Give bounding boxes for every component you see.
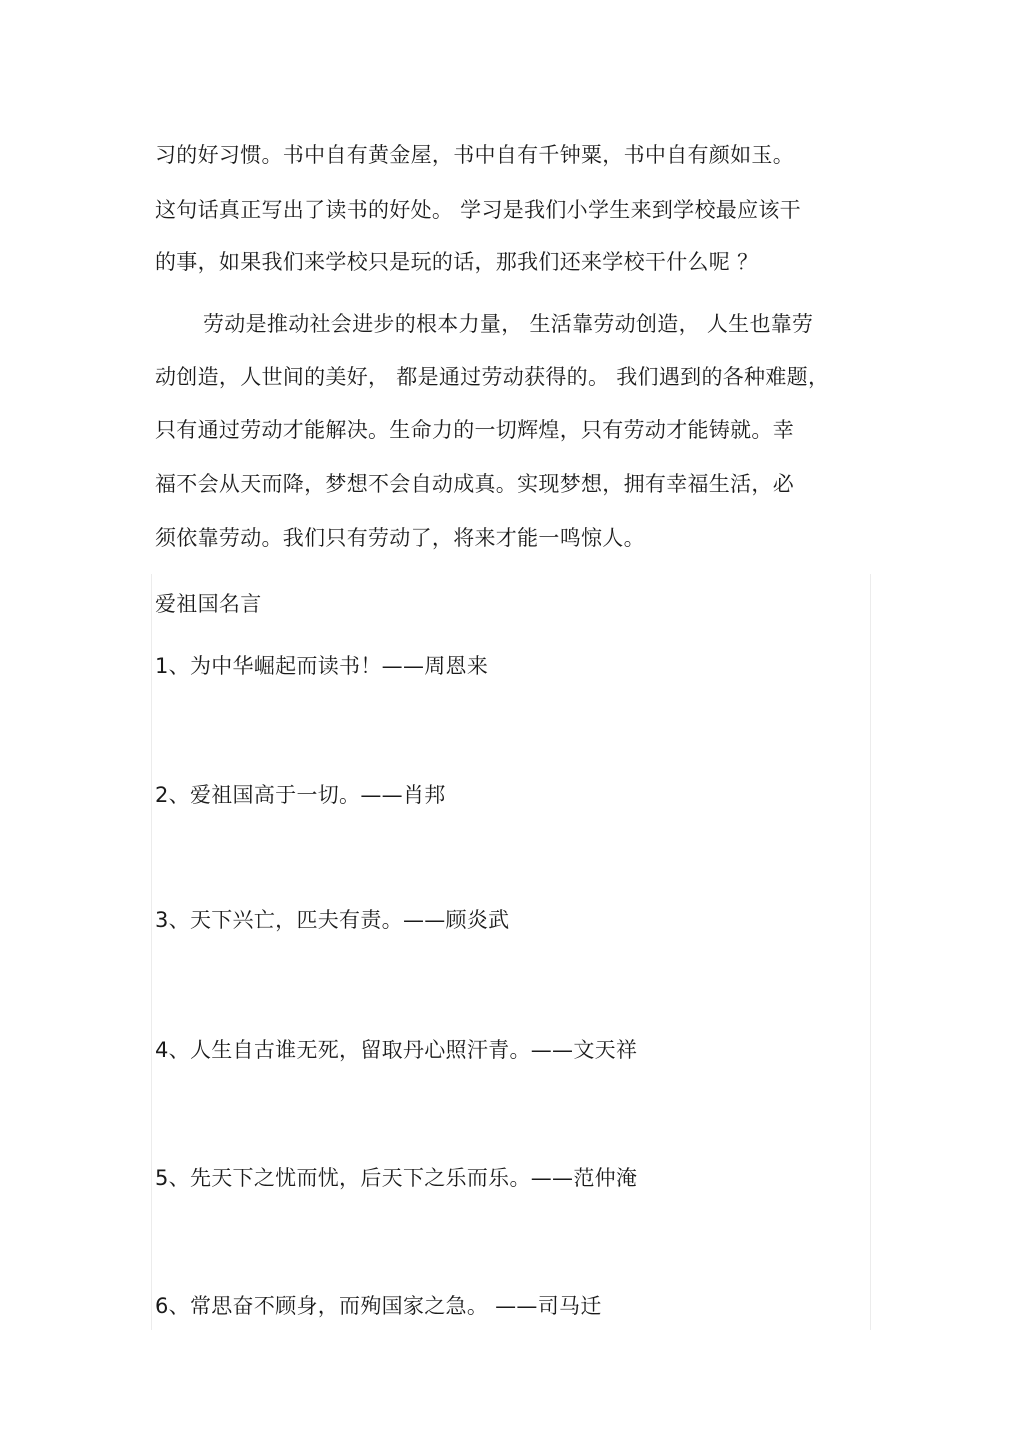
paragraph-2-line-4: 福不会从天而降，梦想不会自动成真。实现梦想，拥有幸福生活，必: [155, 472, 794, 496]
paragraph-2-line-5: 须依靠劳动。我们只有劳动了，将来才能一鸣惊人。: [155, 526, 645, 550]
quote-item-1: 1、为中华崛起而读书！——周恩来: [155, 654, 489, 678]
quote-item-2: 2、爱祖国高于一切。——肖邦: [155, 783, 446, 807]
paragraph-1-line-2: 这句话真正写出了读书的好处。 学习是我们小学生来到学校最应该干: [155, 198, 801, 222]
quote-item-5: 5、先天下之忧而忧，后天下之乐而乐。——范仲淹: [155, 1166, 638, 1190]
paragraph-1-line-1: 习的好习惯。书中自有黄金屋，书中自有千钟粟，书中自有颜如玉。: [155, 143, 794, 167]
quotes-heading: 爱祖国名言: [155, 592, 262, 616]
quote-item-6: 6、常思奋不顾身，而殉国家之急。 ——司马迁: [155, 1294, 602, 1318]
paragraph-1-line-3: 的事，如果我们来学校只是玩的话，那我们还来学校干什么呢 ？: [155, 250, 759, 274]
paragraph-2-line-3: 只有通过劳动才能解决。生命力的一切辉煌，只有劳动才能铸就。幸: [155, 418, 794, 442]
quote-item-3: 3、天下兴亡，匹夫有责。——顾炎武: [155, 908, 510, 932]
quotes-section: [151, 574, 871, 1330]
paragraph-2-line-2: 动创造，人世间的美好， 都是通过劳动获得的。 我们遇到的各种难题，: [155, 365, 830, 389]
paragraph-2-line-1: 劳动是推动社会进步的根本力量， 生活靠劳动创造， 人生也靠劳: [203, 312, 814, 336]
quote-item-4: 4、人生自古谁无死，留取丹心照汗青。——文天祥: [155, 1038, 638, 1062]
